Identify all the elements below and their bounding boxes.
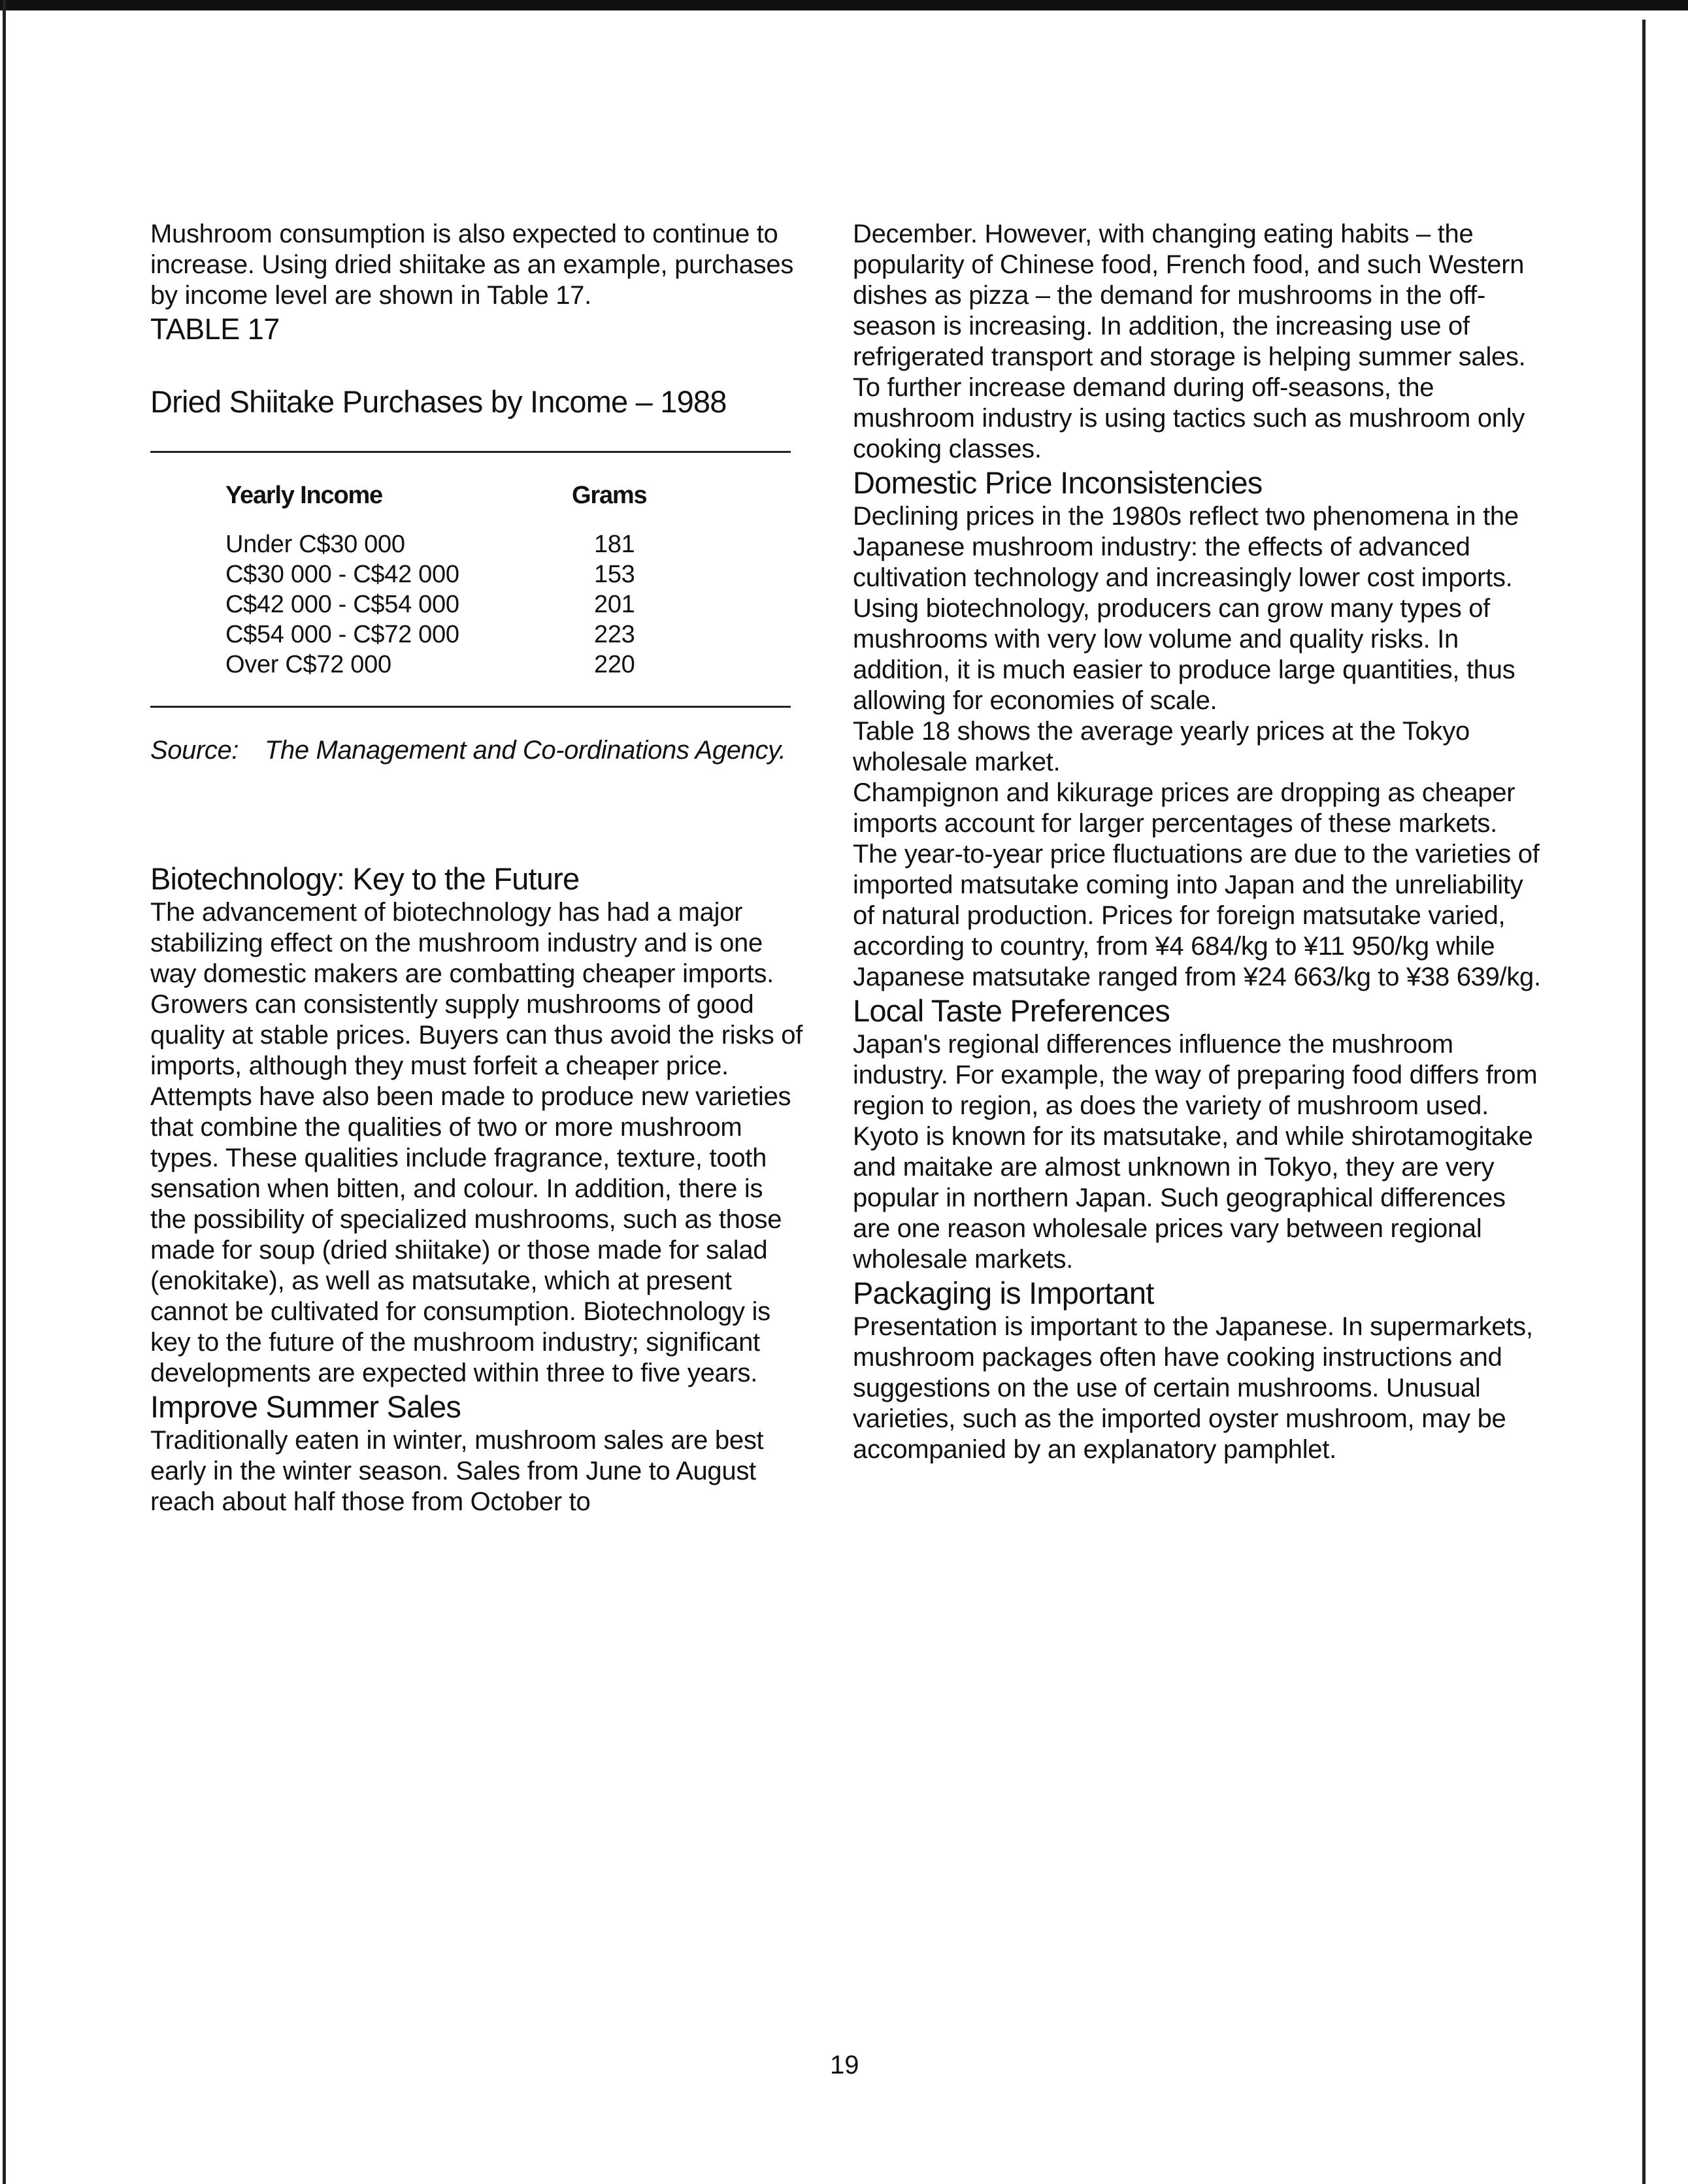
biotech-paragraph-1: The advancement of biotechnology has had a major stabilizing effect on the mushroom industry and is one way domestic makers are combatting cheaper imports. Growers can consistently supply mushrooms of good quality at stable prices. Buyers can thus avoid the risks of imports, although they must forfeit a cheaper price.	[150, 898, 803, 1080]
continued-paragraph: December. However, with changing eating habits – the popularity of Chinese food, French food, and such Western dishes as pizza – the demand for mushrooms in the off-season is increasing. In addition, the increasing use of refrigerated transport and storage is helping summer sales.	[853, 220, 1526, 371]
heading-packaging: Packaging is Important	[853, 1276, 1154, 1310]
taste-paragraph: Japan's regional differences influence the mushroom industry. For example, the way of preparing food differs from region to region, as does the variety of mushroom used. Kyoto is known for its matsutake, and while shirotamogitake and maitake are almost unknown in Tokyo, they are very popular in northern Japan. Such geographical differences are one reason wholesale prices vary between regional wholesale markets.	[853, 1030, 1538, 1274]
income-cell: Over C$72 000	[225, 651, 391, 678]
heading-price-inconsistencies: Domestic Price Inconsistencies	[853, 465, 1263, 500]
source-text: The Management and Co-ordinations Agency.	[265, 736, 786, 765]
left-column	[150, 219, 804, 1517]
offseason-paragraph: To further increase demand during off-seasons, the mushroom industry is using tactics such as mushroom only cooking classes.	[853, 373, 1525, 463]
table-row	[225, 529, 725, 559]
table-top-rule	[150, 451, 791, 453]
grams-cell: 223	[594, 621, 635, 648]
grams-cell: 153	[594, 561, 635, 588]
income-cell: C$30 000 - C$42 000	[225, 561, 459, 588]
heading-local-taste: Local Taste Preferences	[853, 993, 1170, 1028]
table-row	[225, 650, 725, 680]
source-label: Source:	[150, 736, 239, 765]
grams-cell: 181	[594, 531, 635, 558]
biotech-paragraph-2: Attempts have also been made to produce new varieties that combine the qualities of two or more mushroom types. These qualities include fragrance, texture, tooth sensation when bitten, and colour. In addition, there is the possibility of specialized mushrooms, such as those made for soup (dried shiitake) or those made for salad (enokitake), as well as matsutake, which at present cannot be cultivated for consumption. Biotechnology is key to the future of the mushroom industry; significant developments are expected within three to five years.	[150, 1082, 791, 1387]
income-cell: C$54 000 - C$72 000	[225, 621, 459, 648]
header-yearly-income: Yearly Income	[225, 482, 382, 509]
heading-biotechnology: Biotechnology: Key to the Future	[150, 861, 580, 896]
table-row	[225, 559, 725, 589]
grams-cell: 201	[594, 591, 635, 618]
heading-summer-sales: Improve Summer Sales	[150, 1389, 461, 1424]
grams-cell: 220	[594, 651, 635, 678]
income-cell: C$42 000 - C$54 000	[225, 591, 459, 618]
table-label: TABLE 17	[150, 312, 280, 346]
price-paragraph-3: Champignon and kikurage prices are dropping as cheaper imports account for larger percentages of these markets. The year-to-year price fluctuations are due to the varieties of imported matsutake coming into Japan and the unreliability of natural production. Prices for foreign matsutake varied, according to country, from ¥4 684/kg to ¥11 950/kg while Japanese matsutake ranged from ¥24 663/kg to ¥38 639/kg.	[853, 778, 1541, 991]
price-paragraph-1: Declining prices in the 1980s reflect two phenomena in the Japanese mushroom industry: the effects of advanced cultivation technology and increasingly lower cost imports. Using biotechnology, producers can grow many types of mushrooms with very low volume and quality risks. In addition, it is much easier to produce large quantities, thus allowing for economies of scale.	[853, 502, 1519, 715]
packaging-paragraph: Presentation is important to the Japanese. In supermarkets, mushroom packages often have cooking instructions and suggestions on the use of certain mushrooms. Unusual varieties, such as the imported oyster mushroom, may be accompanied by an explanatory pamphlet.	[853, 1312, 1533, 1464]
intro-paragraph: Mushroom consumption is also expected to continue to increase. Using dried shiitake as an example, purchases by income level are shown in Table 17.	[150, 220, 794, 310]
price-paragraph-2: Table 18 shows the average yearly prices at the Tokyo wholesale market.	[853, 717, 1470, 776]
page-frame-right-border	[1642, 20, 1646, 2184]
income-table	[225, 482, 725, 680]
right-column	[853, 219, 1546, 1465]
table-title: Dried Shiitake Purchases by Income – 1988	[150, 384, 727, 419]
table-row	[225, 589, 725, 620]
table-header-row	[225, 482, 725, 529]
page-frame-left-border	[3, 0, 6, 2184]
page-number: 19	[830, 2051, 859, 2079]
table-source	[150, 735, 804, 766]
table-row	[225, 620, 725, 650]
income-cell: Under C$30 000	[225, 531, 405, 558]
table-bottom-rule	[150, 706, 791, 708]
summer-paragraph: Traditionally eaten in winter, mushroom sales are best early in the winter season. Sales from June to August reach about half those from October to	[150, 1426, 764, 1516]
page-frame-top-border	[0, 0, 1688, 10]
header-grams: Grams	[572, 482, 647, 509]
